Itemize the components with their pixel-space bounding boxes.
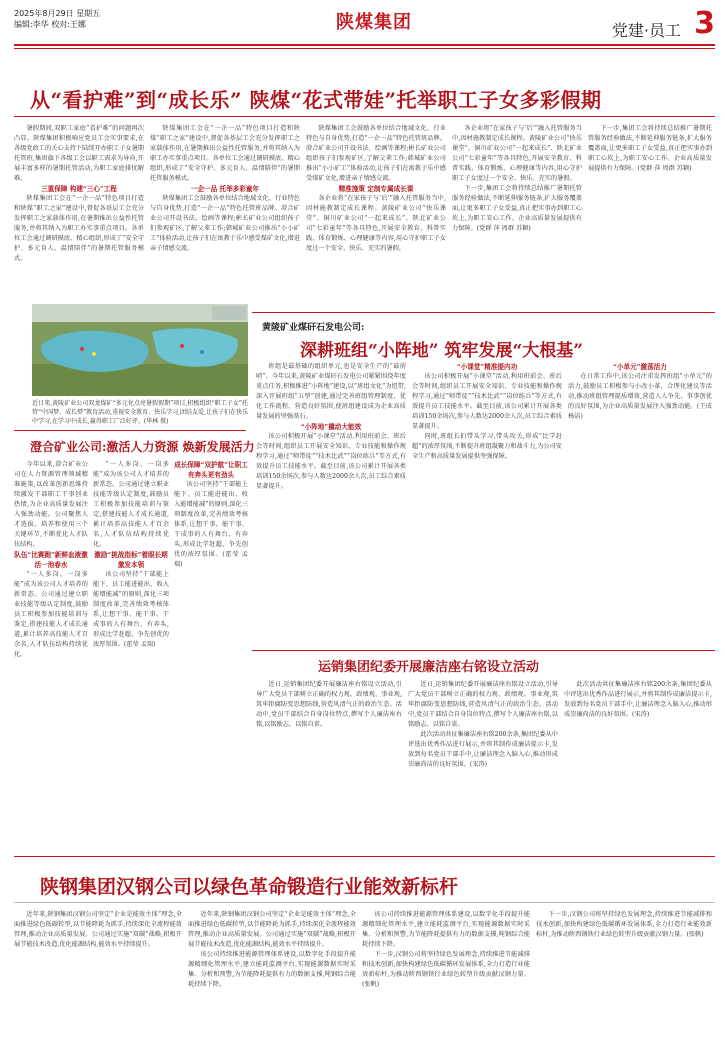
issue-date: 2025年8月29日 星期五 xyxy=(14,9,101,18)
article1-body-3a: 陕煤集团工会鼓励各单位结合地域文化、行业特色与自身优势,打造“一企一品”特色托管班品牌。澄合矿业公司开设书法、绘画等课程;彬长矿业公司组织孩子们参观矿区,了解父辈工作;韩城矿业公司推出“小小矿工”体验活动,让孩子们在寓教于乐中感受煤矿文化,增进亲子情感交流。 xyxy=(306,125,446,182)
article1-column-1 xyxy=(14,124,144,304)
article1-column-2 xyxy=(150,124,300,304)
article5-top-rule xyxy=(14,856,715,857)
section-name: 党建·员工 xyxy=(611,21,681,40)
article1-photo-caption: 近日来,黄陵矿业公司双龙煤矿“多元化点亮暑假假期”项目,积极组织“职工子女”托管“中国梦、成长梦”教育活动,重视安全教育、快乐学习,团结友爱,让孩子们在快乐中学习,在学习中成长,赢得职工广泛好评。(华林 摄) xyxy=(32,400,248,425)
article2-subhead-2: “小课堂”精准提内功 xyxy=(456,363,518,371)
article1-body-2a: 陕煤集团工会在“一企一品”特色项目打造和陕煤“职工之家”建设中,督促各基层工会充分发挥职工之家载体作用,在暑期推出公益性托管服务,并将其纳入为职工办实事重点项目。各单位工会通过调研摸底、精心组织,形成了“安全守护、多元育人、温情陪伴”的暑期托管服务模式。 xyxy=(150,125,300,182)
article3-top-rule xyxy=(14,430,246,431)
page-number: 3 xyxy=(694,6,715,41)
article1-body-2: 陕煤集团工会鼓励各单位结合地域文化、行业特色与自身优势,打造“一企一品”特色托管班品牌。澄合矿业公司开设书法、绘画等课程;彬长矿业公司组织孩子们参观矿区,了解父辈工作;韩城矿业公司推出“小小矿工”体验活动,让孩子们在寓教于乐中感受煤矿文化,增进亲子情感交流。 xyxy=(150,195,300,252)
article1-body-5: 下一步,集团工会将持续总结推广暑期托管服务经验做法,不断延伸服务链条,扩大服务覆盖面,让更多职工子女受益,真正把实事办到职工心坎上,为职工安心工作、企业高质量发展提供有力保障。(党群 萍 周群 苏颖) xyxy=(588,125,712,172)
article1-column-5 xyxy=(588,124,712,304)
article1-subhead-2: 一企一品 托举多彩童年 xyxy=(190,185,260,193)
article2-column-3 xyxy=(568,362,712,642)
article2-top-rule xyxy=(252,312,715,313)
article4-headline: 运销集团纪委开展廉洁座右铭设立活动 xyxy=(318,660,540,675)
article4-column-2 xyxy=(408,680,558,848)
article5-headline: 陕钢集团汉钢公司以绿色革命锻造行业能效新标杆 xyxy=(40,876,459,898)
article4-top-rule xyxy=(252,650,715,651)
article2-subhead-1: “小阵地”撬动大能效 xyxy=(300,423,362,431)
article1-photo xyxy=(32,304,248,396)
article3-body-3: 该公司坚持“干部能上能下、员工能进能出、收入能增能减”的原则,深化三项制度改革,完善绩效考核体系,让想干事、能干事、干成事的人有舞台、有奔头,形成比学赶超、争先创优的浓厚氛围。(霍莹 孟瑞) xyxy=(174,481,248,568)
article5-body-2a: 近年来,陕钢集团汉钢公司坚定“企业是能效主体”理念,全面推进绿色低碳转型,以节能降耗为抓手,持续深化全流程能效管理,推动企业高质量发展。公司通过实施“双碳”战略,积极开展节能技术改造,优化能源结构,能效水平持续提升。 xyxy=(188,911,356,948)
article2-headline: 深耕班组“小阵地” 筑牢发展“大根基” xyxy=(300,341,584,361)
article1-column-4 xyxy=(452,124,582,304)
article4-body-3: 此次活动共征集廉洁座右铭200余条,集团纪委从中评选出优秀作品进行展示,并将其制作成廉洁提示卡,发放到每名党员干部手中,让廉洁理念入脑入心,推动形成崇廉尚洁的良好氛围。(宋涛) xyxy=(564,681,712,718)
article5-body-3b: 下一步,汉钢公司将坚持绿色发展理念,持续推进节能减排和技术创新,加快构建绿色低碳循环发展体系,全力打造行业能效新标杆,为推动陕西钢铁行业绿色转型升级贡献汉钢力量。(张帆) xyxy=(362,951,530,988)
article5-body-3: 该公司持续推进能源管理体系建设,以数字化手段提升能源精细化管理水平,建立能耗监测平台,实现能源数据实时采集、分析和预警,为节能降耗提供有力的数据支撑,吨钢综合能耗持续下降。 xyxy=(362,911,530,948)
article1-intro: 暑假期间,双职工家庭“看护难”的问题再次凸显。陕煤集团积极响应党员工会实事要求,在各级党政工的关心支持下陆续开办职工子女暑期托管班,集团旗下各级工会以职工需求为导向,开展丰富多样的暑期托管活动,为职工家庭排忧解难。 xyxy=(14,125,144,182)
article4-column-3 xyxy=(564,680,712,848)
article3-column-3 xyxy=(174,460,248,850)
article1-subhead-3: 精准施策 定制专属成长课 xyxy=(338,185,414,193)
article5-headline-rule xyxy=(14,902,715,903)
article5-column-1 xyxy=(14,910,182,1048)
article5-column-4 xyxy=(536,910,712,1048)
article1-column-3 xyxy=(306,124,446,304)
article5-column-2 xyxy=(188,910,356,1048)
article4-body-1: 近日,运销集团纪委开展廉洁座右铭设立活动,引导广大党员干部树立正确的权力观、政绩观、事业观,筑牢拒腐防变思想防线,营造风清气正的政治生态。活动中,党员干部结合自身岗位特点,撰写个人廉洁座右铭,以铭励志、以铭自省。 xyxy=(256,681,402,728)
article4-column-1 xyxy=(256,680,402,848)
article2-body-1: 班组是最基础的组织单元,也是安全生产的“最前哨”。今年以来,黄陵矿业煤矸石发电公司紧紧围绕年度重点任务,积极推进“小阵地”建设,以“班组文化”为纽带,深入开展班组“五型”创建,通过完善班组管理制度、优化工作流程、营造良好氛围,使班组建设成为企业高质量发展的坚强基石。 xyxy=(256,363,406,420)
article3-body-1b: “一人多岗、一岗多能”成为该公司人才培养的新常态。公司通过建立职业技能等级认定制度,鼓励员工积极参加技能培训与鉴定,搭建技能人才成长通道,累计培养高技能人才百余名,人才队伍结构持续优化。 xyxy=(14,571,88,658)
article3-subhead-3: 成长保障“双护航”让职工有奔头更有劲头 xyxy=(174,461,248,479)
article1-subhead-1: 三重保障 构建“三心”工程 xyxy=(41,185,117,193)
editors-line: 编辑:李华 校对:王娜 xyxy=(14,20,86,29)
article1-headline: 从“看护难”到“成长乐” 陕煤“花式带娃”托举职工子女多彩假期 xyxy=(30,88,602,112)
article3-body-2: “一人多岗、一岗多能”成为该公司人才培养的新常态。公司通过建立职业技能等级认定制度,鼓励员工积极参加技能培训与鉴定,搭建技能人才成长通道,累计培养高技能人才百余名,人才队伍结构持续优化。 xyxy=(93,461,169,548)
article1-rule xyxy=(14,116,715,117)
article4-body-2: 此次活动共征集廉洁座右铭200余条,集团纪委从中评选出优秀作品进行展示,并将其制作成廉洁提示卡,发放到每名党员干部手中,让廉洁理念入脑入心,推动形成崇廉尚洁的良好氛围。(宋涛) xyxy=(408,731,558,768)
article2-body-2: 该公司积极开展“小课堂”活动,利用班前会、班后会等时间,组织员工开展安全知识、专业技能和操作规程学习,通过“师带徒”“技术比武”“岗位练兵”等方式,有效提升员工技能水平。截至目前,该公司累计开展各类培训150余场次,参与人数达2000余人次,员工综合素质显著提升。 xyxy=(412,373,562,430)
article3-body-1: 今年以来,澄合矿业公司在人力资源管理领域精准施策,以改革创新思维持续激发干部职工干事创业热情,为企业高质量发展注入强劲动能。公司聚焦人才选拔、培养和使用三个关键环节,不断优化人才队伍结构。 xyxy=(14,461,88,548)
water-park-illustration xyxy=(32,304,248,396)
article5-body-2: 该公司持续推进能源管理体系建设,以数字化手段提升能源精细化管理水平,建立能耗监测平台,实现能源数据实时采集、分析和预警,为节能降耗提供有力的数据支撑,吨钢综合能耗持续下降。 xyxy=(188,951,356,988)
article2-column-2 xyxy=(412,362,562,642)
article3-body-2b: 该公司坚持“干部能上能下、员工能进能出、收入能增能减”的原则,深化三项制度改革,完善绩效考核体系,让想干事、能干事、干成事的人有舞台、有奔头,形成比学赶超、争先创优的浓厚氛围。(霍莹 孟瑞) xyxy=(93,571,169,648)
article3-subhead-2: 激励“挑战指标”着眼长期激发本领 xyxy=(94,551,168,569)
article1-body-4: 下一步,集团工会将持续总结推广暑期托管服务经验做法,不断延伸服务链条,扩大服务覆盖面,让更多职工子女受益,真正把实事办到职工心坎上,为职工安心工作、企业高质量发展提供有力保障。(党群 萍 周群 苏颖) xyxy=(452,185,582,232)
article3-headline: 澄合矿业公司:激活人力资源 焕新发展活力 xyxy=(30,440,255,454)
masthead-meta xyxy=(14,8,100,30)
masthead xyxy=(14,6,715,42)
article2-body-1b: 该公司积极开展“小课堂”活动,利用班前会、班后会等时间,组织员工开展安全知识、专业技能和操作规程学习,通过“师带徒”“技术比武”“岗位练兵”等方式,有效提升员工技能水平。截至目前,该公司累计开展各类培训150余场次,参与人数达2000余人次,员工综合素质显著提升。 xyxy=(256,433,406,490)
article4-body-2a: 近日,运销集团纪委开展廉洁座右铭设立活动,引导广大党员干部树立正确的权力观、政绩观、事业观,筑牢拒腐防变思想防线,营造风清气正的政治生态。活动中,党员干部结合自身岗位特点,撰写个人廉洁座右铭,以铭励志、以铭自省。 xyxy=(408,681,558,728)
masthead-rule-thin xyxy=(14,48,715,49)
newspaper-title: 陕煤集团 xyxy=(336,12,412,33)
article5-body-4: 下一步,汉钢公司将坚持绿色发展理念,持续推进节能减排和技术创新,加快构建绿色低碳循环发展体系,全力打造行业能效新标杆,为推动陕西钢铁行业绿色转型升级贡献汉钢力量。(张帆) xyxy=(536,911,712,938)
article2-body-2b: 同时,班组长们带头学习,带头攻关,形成“比学赶超”的浓厚氛围,不断提升班组凝聚力和战斗力,为公司安全生产和高质量发展提供坚强保障。 xyxy=(412,433,562,460)
article5-body-1: 近年来,陕钢集团汉钢公司坚定“企业是能效主体”理念,全面推进绿色低碳转型,以节能降耗为抓手,持续深化全流程能效管理,推动企业高质量发展。公司通过实施“双碳”战略,积极开展节能技术改造,优化能源结构,能效水平持续提升。 xyxy=(14,911,182,948)
article2-body-3: 在日常工作中,该公司注重发挥班组“小单元”的活力,鼓励员工积极参与小改小革、合理化建议等活动,推动班组管理提质增效,营造人人争先、事事创优的良好氛围,为企业高质量发展注入强劲动能。(王成 杨洁) xyxy=(568,373,712,420)
article5-column-3 xyxy=(362,910,530,1048)
article2-subhead-3: “小单元”激荡活力 xyxy=(613,363,667,371)
article2-column-1 xyxy=(256,362,406,642)
masthead-rule xyxy=(14,44,715,46)
article3-subhead-1: 队伍“比赛跑”新鲜血液激活一池春水 xyxy=(14,551,88,569)
article3-column-2 xyxy=(93,460,169,850)
article2-kicker: 黄陵矿业煤矸石发电公司: xyxy=(262,323,365,333)
article3-column-1 xyxy=(14,460,88,850)
article1-body-3: 各企业将“在家孩子与‘后’”融入托管服务当中,因材施教制定成长课程。黄陵矿业公司“快乐课堂”、铜川矿业公司“一起来成长”、陕北矿业公司“七彩童年”等各具特色,开展安全教育、科普实践、体育锻炼、心理健康等内容,用心守护职工子女度过一个安全、快乐、充实的暑假。 xyxy=(306,195,446,252)
article1-body-1: 陕煤集团工会在“一企一品”特色项目打造和陕煤“职工之家”建设中,督促各基层工会充分发挥职工之家载体作用,在暑期推出公益性托管服务,并将其纳入为职工办实事重点项目。各单位工会通过调研摸底、精心组织,形成了“安全守护、多元育人、温情陪伴”的暑期托管服务模式。 xyxy=(14,195,144,262)
article1-body-4a: 各企业将“在家孩子与‘后’”融入托管服务当中,因材施教制定成长课程。黄陵矿业公司“快乐课堂”、铜川矿业公司“一起来成长”、陕北矿业公司“七彩童年”等各具特色,开展安全教育、科普实践、体育锻炼、心理健康等内容,用心守护职工子女度过一个安全、快乐、充实的暑假。 xyxy=(452,125,582,182)
